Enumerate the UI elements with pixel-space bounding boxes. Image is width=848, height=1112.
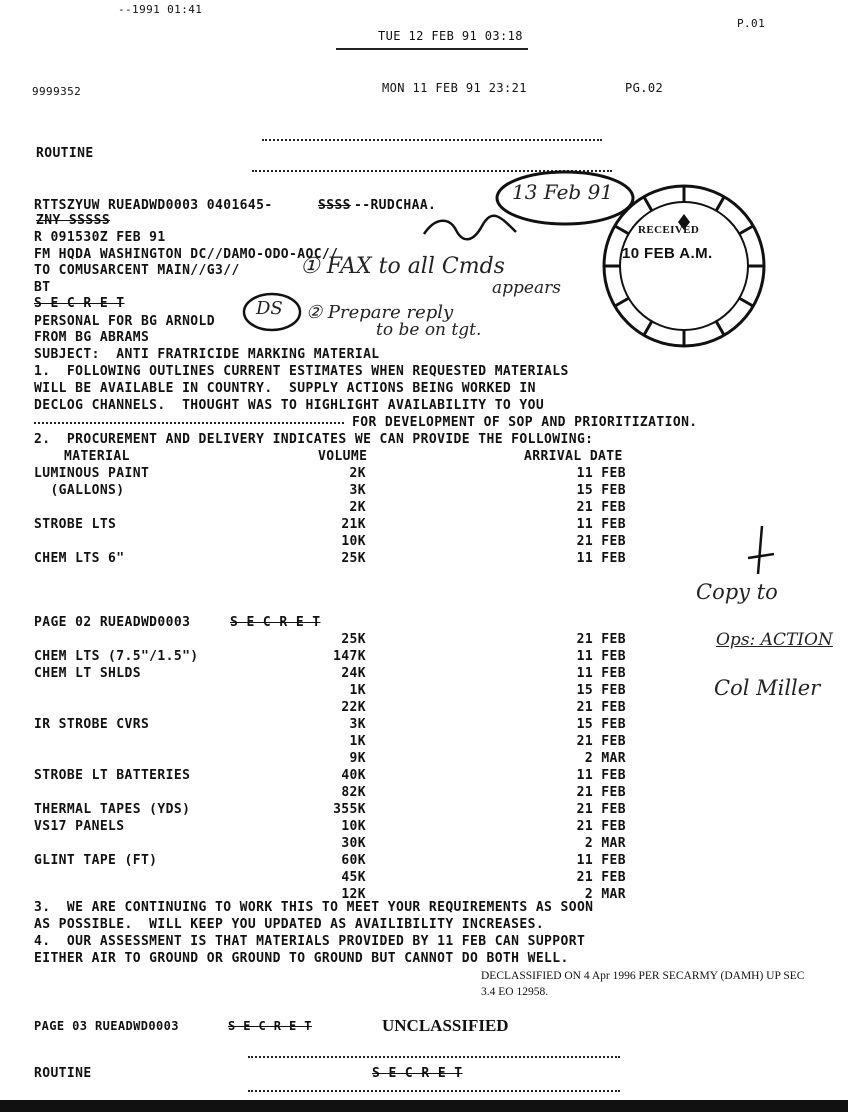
table-cell-volume: 45K — [341, 870, 366, 885]
routing-to: TO COMUSARCENT MAIN//G3// — [34, 263, 240, 278]
handwritten-note-target: to be on tgt. — [376, 320, 482, 340]
para-2-line-1: 2. PROCUREMENT AND DELIVERY INDICATES WE CAN PROVIDE THE FOLLOWING: — [34, 432, 594, 447]
fax-page-2: PG.02 — [625, 81, 664, 95]
para-3-line-1: 3. WE ARE CONTINUING TO WORK THIS TO MEET YOUR REQUIREMENTS AS SOON — [34, 900, 594, 915]
table-cell-date: 21 FEB — [576, 700, 626, 715]
para-1-line-3: DECLOG CHANNELS. THOUGHT WAS TO HIGHLIGHT AVAILABILITY TO YOU — [34, 398, 545, 413]
table-cell-material: CHEM LTS (7.5"/1.5") — [34, 649, 199, 664]
received-stamp-label: RECEIVED — [638, 224, 700, 236]
classification-bottom: S E C R E T — [372, 1066, 463, 1081]
table-cell-material: VS17 PANELS — [34, 819, 125, 834]
table-cell-material: (GALLONS) — [34, 483, 125, 498]
table-cell-material: THERMAL TAPES (YDS) — [34, 802, 191, 817]
routing-from: FM HQDA WASHINGTON DC//DAMO-ODO-AOC// — [34, 247, 339, 262]
table-cell-date: 21 FEB — [576, 870, 626, 885]
table-cell-date: 11 FEB — [576, 517, 626, 532]
routing-classification: S E C R E T — [34, 296, 125, 311]
table-cell-volume: 10K — [341, 819, 366, 834]
routing-from-bg: FROM BG ABRAMS — [34, 330, 150, 345]
handwritten-arrow-mark — [740, 524, 780, 576]
fax-top-datetime: --1991 01:41 — [118, 3, 203, 16]
table-cell-date: 2 MAR — [584, 887, 626, 902]
table-cell-volume: 24K — [341, 666, 366, 681]
table-cell-volume: 2K — [349, 500, 366, 515]
table-cell-date: 11 FEB — [576, 666, 626, 681]
table-cell-volume: 147K — [333, 649, 366, 664]
handwritten-signature — [420, 212, 520, 248]
fax-stamp-mon: MON 11 FEB 91 23:21 — [382, 81, 527, 95]
page-3-header-prefix: PAGE 03 RUEADWD0003 — [34, 1019, 187, 1033]
para-1-line-2: WILL BE AVAILABLE IN COUNTRY. SUPPLY ACTIONS BEING WORKED IN — [34, 381, 536, 396]
para-4-line-2: EITHER AIR TO GROUND OR GROUND TO GROUND BUT CANNOT DO BOTH WELL. — [34, 951, 569, 966]
table-cell-material: CHEM LTS 6" — [34, 551, 125, 566]
table-cell-volume: 355K — [333, 802, 366, 817]
routing-struck-ssss: SSSS — [318, 198, 351, 213]
table-cell-volume: 3K — [349, 483, 366, 498]
para-1-line-4: FOR DEVELOPMENT OF SOP AND PRIORITIZATION. — [352, 415, 698, 430]
declassification-line-1: DECLASSIFIED ON 4 Apr 1996 PER SECARMY (DAMH) UP SEC — [481, 970, 805, 982]
table-cell-date: 15 FEB — [576, 683, 626, 698]
table-cell-volume: 3K — [349, 717, 366, 732]
table-cell-date: 21 FEB — [576, 802, 626, 817]
para-4-line-1: 4. OUR ASSESSMENT IS THAT MATERIALS PROVIDED BY 11 FEB CAN SUPPORT — [34, 934, 586, 949]
table-cell-volume: 82K — [341, 785, 366, 800]
handwritten-date: 13 Feb 91 — [512, 180, 614, 204]
table-cell-date: 15 FEB — [576, 717, 626, 732]
handwritten-note-fax: ① FAX to all Cmds — [300, 254, 505, 279]
table-cell-material: CHEM LT SHLDS — [34, 666, 141, 681]
table-cell-volume: 60K — [341, 853, 366, 868]
table-cell-volume: 40K — [341, 768, 366, 783]
table-cell-volume: 2K — [349, 466, 366, 481]
table-cell-volume: 22K — [341, 700, 366, 715]
table-cell-date: 21 FEB — [576, 734, 626, 749]
table-cell-date: 21 FEB — [576, 500, 626, 515]
table-cell-date: 11 FEB — [576, 853, 626, 868]
precedence-top: ROUTINE — [36, 146, 94, 161]
routing-dtg-prefix: RTTSZYUW RUEADWD0003 0401645- — [34, 198, 273, 213]
table-cell-material: GLINT TAPE (FT) — [34, 853, 158, 868]
table-cell-date: 2 MAR — [584, 751, 626, 766]
para-3-line-2: AS POSSIBLE. WILL KEEP YOU UPDATED AS AVAILIBILITY INCREASES. — [34, 917, 545, 932]
handwritten-note-prepare: ② Prepare reply — [306, 302, 454, 323]
routing-struck-zny: ZNY SSSSS — [36, 213, 111, 228]
para-1-line-1: 1. FOLLOWING OUTLINES CURRENT ESTIMATES WHEN REQUESTED MATERIALS — [34, 364, 569, 379]
para-1-leader-dots — [34, 422, 344, 424]
table-cell-volume: 25K — [341, 632, 366, 647]
table-cell-volume: 21K — [341, 517, 366, 532]
table-cell-date: 21 FEB — [576, 819, 626, 834]
fax-stamp-underline — [336, 48, 528, 50]
page-2-header-classification: S E C R E T — [230, 615, 321, 630]
table-cell-volume: 1K — [349, 734, 366, 749]
precedence-bottom: ROUTINE — [34, 1066, 92, 1081]
page-3-header-classification: S E C R E T — [228, 1019, 312, 1033]
subject-line: SUBJECT: ANTI FRATRICIDE MARKING MATERIAL — [34, 347, 380, 362]
handwritten-ops-action: Ops: ACTION — [716, 630, 833, 650]
table-header-material: MATERIAL — [64, 449, 130, 464]
table-cell-material: LUMINOUS PAINT — [34, 466, 150, 481]
fax-station-id: 9999352 — [32, 85, 82, 98]
received-stamp-date: 10 FEB A.M. — [622, 245, 713, 262]
routing-dtg-suffix: --RUDCHAA. — [354, 198, 437, 213]
fax-stamp-tue: TUE 12 FEB 91 03:18 — [378, 29, 523, 43]
separator-bottom-2 — [248, 1090, 620, 1092]
unclassified-stamp: UNCLASSIFIED — [382, 1016, 509, 1035]
page-2-header-prefix: PAGE 02 RUEADWD0003 — [34, 615, 199, 630]
table-cell-material: STROBE LTS — [34, 517, 117, 532]
table-cell-date: 11 FEB — [576, 768, 626, 783]
table-cell-date: 2 MAR — [584, 836, 626, 851]
separator-top-1 — [262, 139, 602, 141]
handwritten-copy-to: Copy to — [696, 580, 778, 604]
scan-bottom-edge — [0, 1100, 848, 1112]
table-cell-date: 21 FEB — [576, 632, 626, 647]
table-cell-volume: 12K — [341, 887, 366, 902]
table-cell-date: 21 FEB — [576, 785, 626, 800]
routing-personal-for: PERSONAL FOR BG ARNOLD — [34, 314, 215, 329]
declassification-line-2: 3.4 EO 12958. — [481, 986, 549, 998]
separator-bottom-1 — [248, 1056, 620, 1058]
table-header-volume: VOLUME — [318, 449, 368, 464]
table-cell-date: 11 FEB — [576, 649, 626, 664]
handwritten-note-appears: appears — [492, 278, 561, 298]
table-cell-volume: 25K — [341, 551, 366, 566]
table-cell-volume: 9K — [349, 751, 366, 766]
table-cell-date: 11 FEB — [576, 466, 626, 481]
table-cell-volume: 10K — [341, 534, 366, 549]
handwritten-col-miller: Col Miller — [714, 676, 821, 700]
fax-top-page-number: P.01 — [737, 17, 766, 30]
table-cell-material: STROBE LT BATTERIES — [34, 768, 191, 783]
routing-bt: BT — [34, 280, 51, 295]
table-cell-volume: 30K — [341, 836, 366, 851]
table-cell-material: IR STROBE CVRS — [34, 717, 150, 732]
table-cell-date: 21 FEB — [576, 534, 626, 549]
table-cell-volume: 1K — [349, 683, 366, 698]
handwritten-initials: DS — [256, 298, 283, 319]
table-header-arrival: ARRIVAL DATE — [524, 449, 623, 464]
table-cell-date: 15 FEB — [576, 483, 626, 498]
table-cell-date: 11 FEB — [576, 551, 626, 566]
routing-dtg: R 091530Z FEB 91 — [34, 230, 166, 245]
